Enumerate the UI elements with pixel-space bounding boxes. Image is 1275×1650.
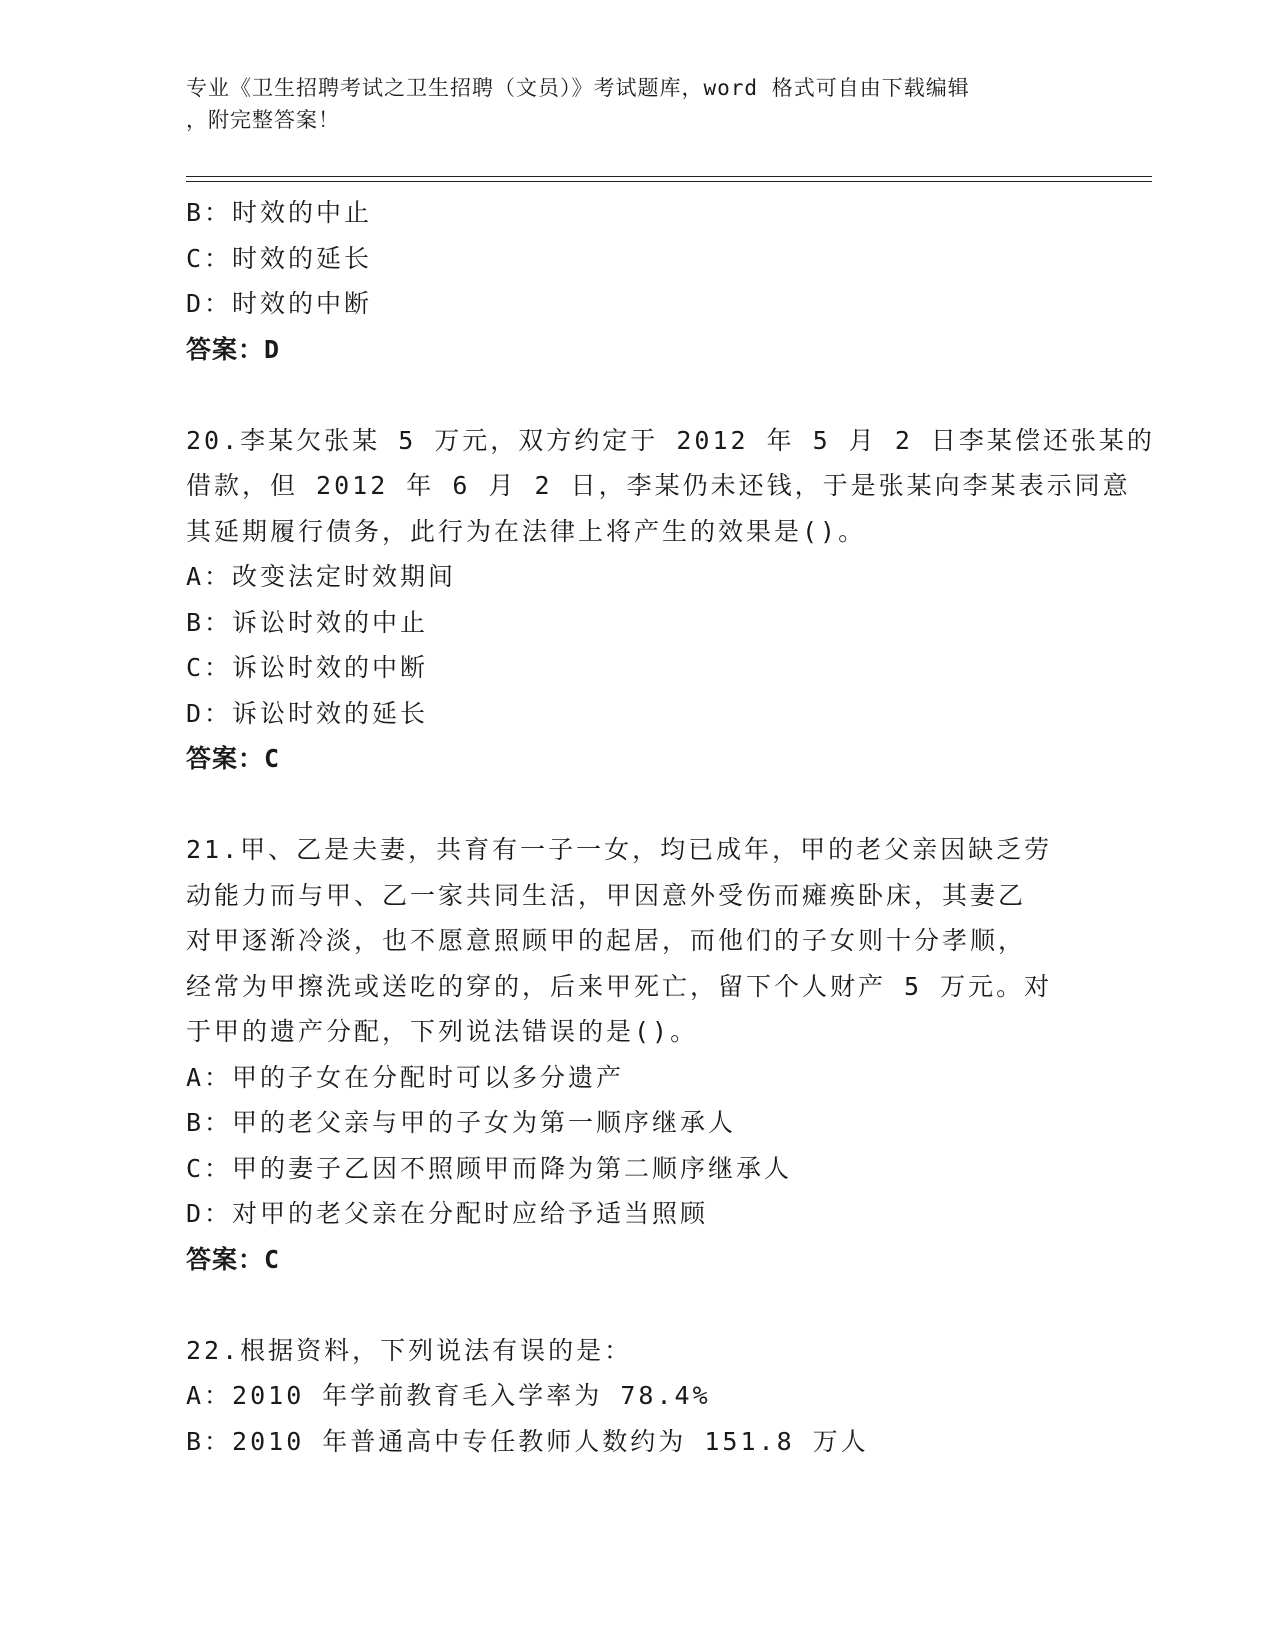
header-divider-top	[186, 176, 1152, 177]
answer: 答案：C	[186, 744, 281, 773]
question-20	[186, 418, 1155, 782]
option-c: C：时效的延长	[186, 243, 373, 273]
question-list	[186, 190, 1155, 1464]
answer: 答案：D	[186, 334, 281, 364]
option-b: B：诉讼时效的中止	[186, 607, 429, 637]
option-a: A：甲的子女在分配时可以多分遗产	[186, 1062, 625, 1092]
option-c: C：甲的妻子乙因不照顾甲而降为第二顺序继承人	[186, 1153, 793, 1183]
question-22	[186, 1328, 1086, 1465]
option-b: B：甲的老父亲与甲的子女为第一顺序继承人	[186, 1108, 737, 1137]
question-21	[186, 827, 1086, 1282]
question-stem-line: 22.根据资料，下列说法有误的是：	[186, 1335, 633, 1365]
question-stem-line: 经常为甲擦洗或送吃的穿的，后来甲死亡，留下个人财产 5 万元。对	[186, 971, 1053, 1001]
option-d: D：诉讼时效的延长	[186, 698, 429, 728]
answer: 答案：C	[186, 1244, 281, 1274]
header-divider-bottom	[186, 181, 1152, 182]
question-stem-line: 动能力而与甲、乙一家共同生活，甲因意外受伤而瘫痪卧床，其妻乙	[186, 880, 1027, 910]
header-line-1: 专业《卫生招聘考试之卫生招聘（文员）》考试题库，word 格式可自由下载编辑	[186, 76, 970, 100]
option-a: A：改变法定时效期间	[186, 562, 457, 591]
question-stem-line: 21.甲、乙是夫妻，共育有一子一女，均已成年，甲的老父亲因缺乏劳	[186, 835, 1053, 864]
question-stem-line: 对甲逐渐冷淡，也不愿意照顾甲的起居，而他们的子女则十分孝顺，	[186, 926, 1027, 955]
option-c: C：诉讼时效的中断	[186, 653, 429, 682]
question-stem-line: 借款，但 2012 年 6 月 2 日，李某仍未还钱，于是张某向李某表示同意	[186, 471, 1131, 500]
option-d: D：对甲的老父亲在分配时应给予适当照顾	[186, 1199, 709, 1228]
spacer	[186, 372, 1086, 418]
option-a: A：2010 年学前教育毛入学率为 78.4%	[186, 1381, 711, 1410]
spacer	[186, 1282, 1086, 1328]
question-19	[186, 190, 1086, 372]
question-stem-line: 20.李某欠张某 5 万元，双方约定于 2012 年 5 月 2 日李某偿还张某的	[186, 425, 1155, 455]
option-b: B：时效的中止	[186, 198, 373, 227]
option-b: B：2010 年普通高中专任教师人数约为 151.8 万人	[186, 1426, 869, 1456]
option-d: D：时效的中断	[186, 289, 373, 318]
spacer	[186, 782, 1086, 828]
header-line-2: ，附完整答案！	[186, 108, 340, 132]
question-stem-line: 于甲的遗产分配，下列说法错误的是()。	[186, 1017, 699, 1046]
question-stem-line: 其延期履行债务，此行为在法律上将产生的效果是()。	[186, 516, 867, 546]
document-header	[186, 72, 1066, 136]
